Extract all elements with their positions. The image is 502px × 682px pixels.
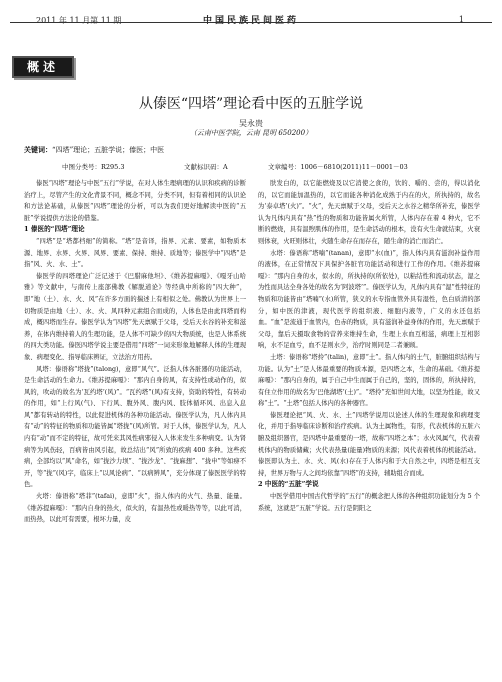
body-paragraph: 傣医学的四塔理论广泛记述于《巴腊麻他坦》、《维苏提麻嘎》、《嘎牙山哈雅》等文献中，与南传上座部佛教《解脱道论》等经典中所称的“四大种”，即“地（土）、水、火、风”在许多方面的揣述上有相似之处。佛教认为世界上一切物质是由地（土）、水、火、风四种元素组合而成的，人体也是由此四塔而构成，概四塔而生存。傣医学认为“四塔”先天禀赋于父母，受后天水谷的补充和滋养，在体内维持着人的生理功能，是人体不可缺少的四大物质统，也是人体系统的四大类功能。傣医四塔学说主要是借用“四塔”一词来形象地解释人体的生理现象、病理变化、指导临床辨证，立法治方用药。 — [24, 272, 246, 361]
left-column — [24, 178, 246, 526]
body-paragraph: 中医学借用中国古代哲学的“五行”的概念把人体的各种组织功能划分为 5 个系统，这就是“五脏”学说。五行是阴阳之 — [258, 493, 480, 512]
header-rule — [10, 22, 492, 23]
clc-number: 中图分类号：R295.3 — [62, 163, 125, 171]
body-paragraph: 傣医“四塔”理论与中医“五行”学说，在对人体生理病理的认识和疾病的诊断治疗上，尽管产生的文化背景不同，概念不同，分类不同，但有着相同的认识论和方法论基础，从傣医“四塔”理论的分析，可以为我们更好地解读中医的“五脏”学说提供方法论的借鉴。 — [24, 180, 246, 222]
page-number: 1 — [458, 15, 464, 24]
right-column — [258, 178, 480, 514]
article-title: 从傣医“四塔”理论看中医的五脏学说 — [138, 96, 364, 112]
keywords-line — [24, 145, 164, 155]
body-paragraph: 傣医理论把“风、火、水、土”四塔学说用以论述人体的生理现象和病理变化，并用于指导临床诊断和治疗疾病。认为土属物性，有形，代表机体的五脏六腑及组织器官，是四塔中最重要的一塔，故称“四塔之本”；水火风属气，代表着机体内的物质储藏；火代表热量(能量)物质的来源；风代表着机体的机能活动。傣医即认为土、水、火、风(水)存在于人体内和于大自然之中，四塔是相互支持，世界万物与人之间均依靠“四塔”的支持，辅助组合而成。 — [258, 411, 480, 477]
keywords-label: 关键词： — [24, 145, 52, 154]
body-paragraph: 火塔：傣语称“塔菲”(tafai)，意即“火”，指人体内的火气、热量、能量。《维苏提麻嘎》：“那内自身的热火，似火的，有温热性或暖热等等，以此可消，而热热，以此可有需要，根坏力量，皮 — [24, 493, 246, 524]
body-paragraph: 风塔：傣语称“塔拢”(talong)，意即“风气”。泛指人体各脏器的功能活动，是生命活动的生命力。《维苏提麻嘎》：“那内自身的风，有支持性或动作的，似风的，吹动的故名为‘瓦约塔’(风)”。“瓦约塔”(风)有支持，资助的特性，有转动的作用，如“上行风(气)、下行风、腹外风、腹内风、肢体循环风、出息入息风”都有转动的特性，以此促进机体的各种功能活动。傣医学认为，凡人体内具有“动”的特征的物质和功能皆属“塔拢”(风)所管。对于人体，傣医学认为，凡人内有“动”而不定的特征，故可凭来其风性病邪侵入人体来发生多种病变。认为肾病等为风伤轻，百病皆由风引起，故总结出“风”所致的疾病 400 多种。这些疾病，全部均以“风”命名，如“拢沙力坝”、“拢沙龙”、“拢麻想”、“拢申”等如痹不开，等“拢”(风)字，临床上“以风论病”、“以病辨风”，充分体现了傣医医学的特色。 — [24, 365, 246, 489]
section-heading: 1 傣医的“四塔”理论 — [24, 225, 85, 234]
section-badge: 概述 — [12, 56, 74, 78]
classification-line — [0, 162, 502, 172]
article-author: 吴永贵 — [239, 119, 263, 128]
article-number: 文章编号：1006－6810(2011)11－0001－03 — [268, 163, 408, 171]
issue-label: 2011 年 11 月第 11 期 — [36, 16, 122, 25]
journal-name: 中国民族民间医药 — [202, 16, 299, 26]
body-paragraph: 土塔：傣语称“塔拎”(talin)，意即“土”。指人体内的土气，脏腑组织结构与功能。认为“土”是人体最重要的物质本源，是四塔之本，生命的基础。《维苏提麻嘎》：“那内自身的，属于自己中生而属于自己的，坚的，固体的，所执持的，有住立作用的故名为‘巴他湖塔’(土)”。“塔拎”充如世间大地，以坚为性能，故又称“土”。“土塔”包括人体内的各种器官。 — [258, 353, 480, 408]
body-paragraph: 水塔：傣语称“塔喃”(tanan)，意即“水(血)”，指人体内具有滋润补益作用的液体，在正常情况下具保护各脏官功能活动和进行工作的作用。《维苏提麻嘎》：“那内自身的水，似水的，所执持的(所依处)，以粘结性和流动状态，湿之为性而具达全身各处的故名为‘阿波塔’”。傣医学认为，凡体内具有“湿”性特征的物质和功能皆由“塔喃”(水)所管，狭义的水专指血管外具有湿性，色白质清的部分，如中医的津液，现代医学的组织液、细胞内液等，广义的水还包括血。“血”是流通于血管内，色赤的物质，具有滋润补益身体的作用，先天禀赋于父母，靠后天摄取食物的营养来维持生命，生理上水血互相滋，病理上互相影响，水不足血亏，血不足则水少，治疗时则同是二者兼顾。 — [258, 249, 480, 350]
document-code: 文献标识码：A — [184, 163, 228, 171]
body-paragraph: 肤发白的，以它能燃烧及以它消使之食的，饮的、嚼的、尝的，得以消化的，以它而能加温热的，以它而能各种消化成熟于内在的火，所执持的，故名为‘泰卓塔’(火)”。“火”，先天禀赋于父母，受后天之水谷之精华所补充，傣医学认为凡体内具有“热”性的物质和功能皆属火所管，人体内存在着 4 种火，它不断的燃烧，具有温煦肌体的作用，是生命活动的根本，没有火生命就结束，火衰则体衰，火旺则体壮，火随生命存在而存在，随生命的消亡而消亡。 — [258, 180, 480, 245]
author-affiliation: （云南中医学院，云南 昆明 650200） — [189, 129, 313, 137]
keywords-text: “四塔”理论；五脏学说；傣医；中医 — [52, 146, 165, 154]
section-heading: 2 中医的“五脏”学说 — [258, 480, 319, 489]
body-paragraph: “四塔”是“塔都档细”的简称。“塔”是音译，指界、元素、要素，如物质本源、地界、水界、火界、风界、要素、保持、维持、质地等；傣医学中“四塔”是指“风、火、水、土”。 — [24, 237, 246, 269]
